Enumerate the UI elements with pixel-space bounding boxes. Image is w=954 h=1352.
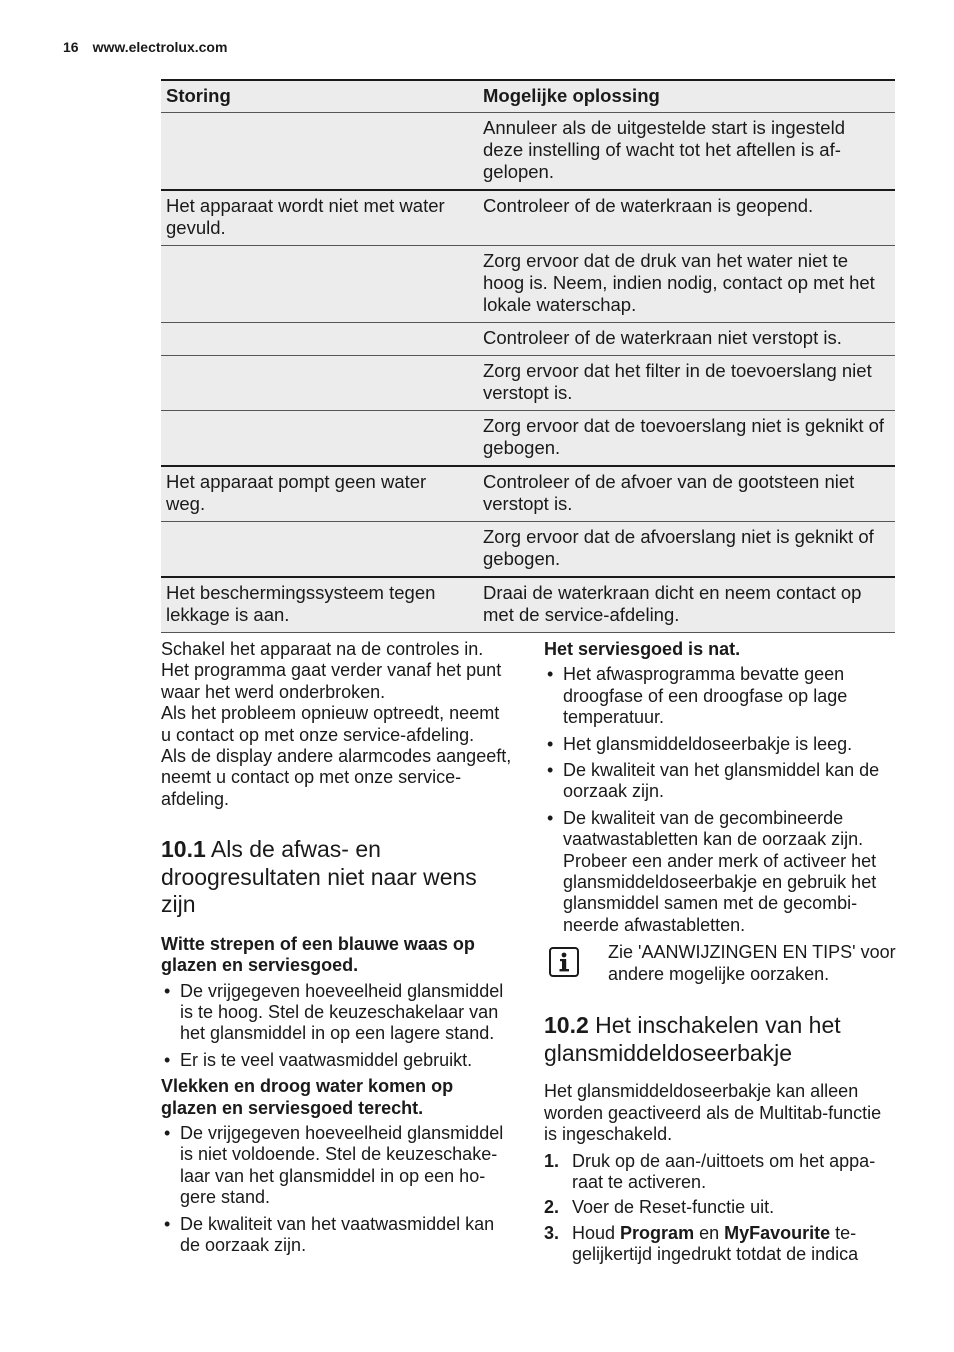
table-row xyxy=(161,522,895,578)
list-item: • De kwaliteit van de gecombineerde vaatwastabletten kan de oorzaak zijn. Probeer een ander merk of activeer het glansmiddeldoseerbakje en gebruik het glansmiddel samen met de gecombineerde afwastabletten. xyxy=(544,808,896,936)
bullet-list xyxy=(544,664,896,936)
problem-cell: Het apparaat pompt geen water weg. xyxy=(161,466,475,522)
table-header-row xyxy=(161,80,895,113)
solution-cell: Controleer of de afvoer van de gootsteen niet verstopt is. xyxy=(475,466,895,522)
myfavourite-key-label: MyFavourite xyxy=(724,1222,831,1243)
intro-line: Het programma gaat verder vanaf het punt waar het werd onderbroken. xyxy=(161,660,502,702)
solution-cell: Annuleer als de uitgestelde start is ingesteld deze instelling of wacht tot het aftellen is afgelopen. xyxy=(475,113,895,191)
subheading-wet-dishes: Het serviesgoed is nat. xyxy=(544,639,741,659)
step-text-post: tegelijkertijd ingedrukt totdat de indica xyxy=(572,1222,859,1265)
problem-cell xyxy=(161,246,475,323)
solution-cell: Zorg ervoor dat de druk van het water niet te hoog is. Neem, indien nodig, contact op met het lokale waterschap. xyxy=(475,246,895,323)
list-item: • Het afwasprogramma bevatte geen droogfase of een droogfase op lage temperatuur. xyxy=(544,664,896,728)
step-number: 2. xyxy=(544,1197,560,1218)
step-item xyxy=(544,1197,896,1218)
problem-cell xyxy=(161,356,475,411)
problem-cell xyxy=(161,522,475,578)
solution-cell: Zorg ervoor dat het filter in de toevoerslang niet verstopt is. xyxy=(475,356,895,411)
problem-cell: Het apparaat wordt niet met water gevuld. xyxy=(161,190,475,246)
site-url: www.electrolux.com xyxy=(92,39,228,55)
info-text: Zie 'AANWIJZINGEN EN TIPS' voor andere mogelijke oorzaken. xyxy=(608,942,896,984)
table-row xyxy=(161,113,895,191)
right-column xyxy=(544,639,896,1270)
solution-cell: Zorg ervoor dat de afvoerslang niet is geknikt of gebogen. xyxy=(475,522,895,578)
column-header-oplossing: Mogelijke oplossing xyxy=(475,80,895,113)
subheading-white-streaks: Witte strepen of een blauwe waas op glazen en serviesgoed. xyxy=(161,933,475,976)
step-number: 3. xyxy=(544,1222,560,1243)
list-item: • De kwaliteit van het glansmiddel kan de oorzaak zijn. xyxy=(544,760,896,803)
section-number: 10.2 xyxy=(544,1012,589,1039)
solution-cell: Controleer of de waterkraan is geopend. xyxy=(475,190,895,246)
section-number: 10.1 xyxy=(161,836,206,863)
step-list xyxy=(544,1151,896,1266)
column-header-storing: Storing xyxy=(161,80,475,113)
table-row xyxy=(161,246,895,323)
info-note xyxy=(544,942,896,988)
intro-line: Als de display andere alarmcodes aangeeft, neemt u contact op met onze service-afdeling. xyxy=(161,746,512,809)
page-header xyxy=(63,39,227,55)
step-text: Druk op de aan-/uittoets om het apparaat te activeren. xyxy=(572,1150,876,1192)
program-key-label: Program xyxy=(620,1222,695,1243)
troubleshooting-table xyxy=(161,79,895,633)
section-title-text: Het inschakelen van het glansmiddeldoseerbakje xyxy=(544,1012,841,1066)
table-row xyxy=(161,190,895,246)
intro-text xyxy=(161,639,513,810)
left-column xyxy=(161,639,513,1261)
list-item: • De vrijgegeven hoeveelheid glansmiddel is te hoog. Stel de keuzeschakelaar van het glansmiddel in op een lagere stand. xyxy=(161,981,513,1045)
intro-line: Schakel het apparaat na de controles in. xyxy=(161,639,484,659)
solution-cell: Controleer of de waterkraan niet verstopt is. xyxy=(475,323,895,356)
table-row xyxy=(161,323,895,356)
step-text: Voer de Reset-functie uit. xyxy=(572,1197,775,1218)
bullet-list xyxy=(161,981,513,1072)
table-row xyxy=(161,411,895,467)
list-item: • De vrijgegeven hoeveelheid glansmiddel is niet voldoende. Stel de keuzeschakelaar van het glansmiddel in op een hogere stand. xyxy=(161,1123,513,1209)
section-title-text: Als de afwas- en droogresultaten niet naar wens zijn xyxy=(161,836,477,918)
list-item: • Het glansmiddeldoseerbakje is leeg. xyxy=(544,734,896,755)
list-item: • De kwaliteit van het vaatwasmiddel kan de oorzaak zijn. xyxy=(161,1214,513,1257)
info-icon xyxy=(549,947,579,977)
table-row xyxy=(161,577,895,633)
page-number: 16 xyxy=(63,39,79,55)
problem-cell: Het beschermingssysteem tegen lekkage is aan. xyxy=(161,577,475,633)
section-intro: Het glansmiddeldoseerbakje kan alleen worden geactiveerd als de Multitab-functie is ingeschakeld. xyxy=(544,1081,882,1145)
problem-cell xyxy=(161,113,475,191)
section-title-10-2 xyxy=(544,1012,896,1067)
table-row xyxy=(161,356,895,411)
subheading-spots: Vlekken en droog water komen op glazen en serviesgoed terecht. xyxy=(161,1076,454,1118)
list-item: • Er is te veel vaatwasmiddel gebruikt. xyxy=(161,1050,513,1071)
problem-cell xyxy=(161,323,475,356)
intro-line: Als het probleem opnieuw optreedt, neemt u contact op met onze service-afdeling. xyxy=(161,703,500,745)
section-title-10-1 xyxy=(161,836,513,919)
bullet-list xyxy=(161,1123,513,1256)
step-item xyxy=(544,1223,896,1266)
solution-cell: Zorg ervoor dat de toevoerslang niet is geknikt of gebogen. xyxy=(475,411,895,467)
solution-cell: Draai de waterkraan dicht en neem contact op met de service-afdeling. xyxy=(475,577,895,633)
problem-cell xyxy=(161,411,475,467)
step-text-mid: en xyxy=(694,1222,725,1243)
step-text-pre: Houd xyxy=(572,1222,621,1243)
step-item xyxy=(544,1151,896,1194)
table-row xyxy=(161,466,895,522)
step-number: 1. xyxy=(544,1150,560,1171)
